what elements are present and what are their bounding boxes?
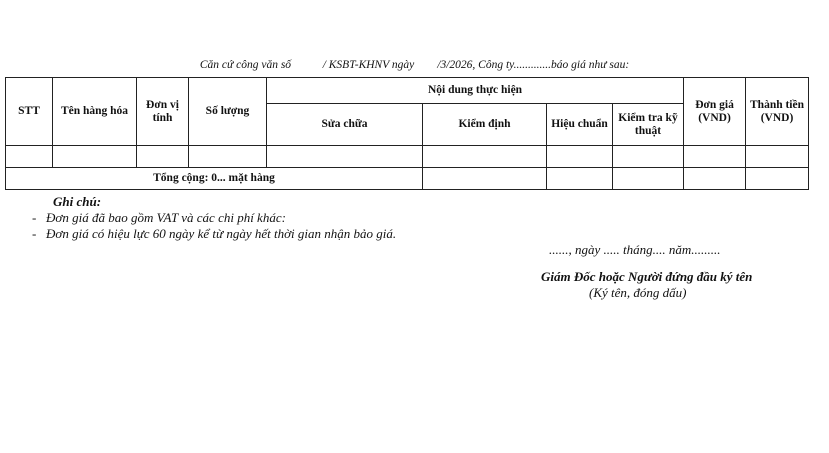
- header-amount: Thành tiền (VND): [746, 78, 809, 146]
- header-repair: Sửa chữa: [267, 104, 423, 146]
- header-unit-price: Đơn giá (VND): [684, 78, 746, 146]
- table-cell: [423, 146, 547, 168]
- table-cell: [137, 146, 189, 168]
- table-cell: [746, 168, 809, 190]
- table-cell: [684, 146, 746, 168]
- table-cell: [613, 146, 684, 168]
- notes-title: Ghi chú:: [53, 194, 102, 209]
- table-cell: [189, 146, 267, 168]
- table-cell: [613, 168, 684, 190]
- intro-part-3: /3/2026, Công ty: [437, 59, 514, 71]
- table-cell: [6, 146, 53, 168]
- date-line: ......, ngày ..... tháng.... năm.........: [549, 242, 721, 257]
- table-cell: [423, 168, 547, 190]
- header-inspection: Kiểm định: [423, 104, 547, 146]
- total-row: [6, 168, 809, 190]
- note-item: [32, 226, 396, 242]
- table-cell: [267, 146, 423, 168]
- quotation-table: [5, 77, 809, 190]
- header-unit: Đơn vị tính: [137, 78, 189, 146]
- note-text: Đơn giá đã bao gồm VAT và các chi phí khác:: [46, 210, 286, 225]
- header-item-name: Tên hàng hóa: [53, 78, 137, 146]
- signer-note: (Ký tên, đóng dấu): [589, 285, 687, 300]
- note-bullet: -: [32, 226, 37, 241]
- table-cell: [746, 146, 809, 168]
- note-bullet: -: [32, 210, 37, 225]
- table-cell: [684, 168, 746, 190]
- notes-list: [32, 210, 396, 242]
- table-row: [6, 146, 809, 168]
- table-cell: [53, 146, 137, 168]
- note-text: Đơn giá có hiệu lực 60 ngày kể từ ngày hết thời gian nhận bảo giá.: [46, 226, 397, 241]
- header-stt: STT: [6, 78, 53, 146]
- total-label: Tổng cộng: 0... mặt hàng: [6, 168, 423, 190]
- header-calibration: Hiệu chuẩn: [547, 104, 613, 146]
- intro-part-1: Căn cứ công văn số: [199, 59, 292, 71]
- intro-part-4: báo giá như sau:: [551, 59, 630, 71]
- header-quantity: Số lượng: [189, 78, 267, 146]
- header-technical-check: Kiểm tra kỹ thuật: [613, 104, 684, 146]
- signer-title: Giám Đốc hoặc Người đứng đầu ký tên: [541, 269, 753, 284]
- note-item: [32, 210, 396, 226]
- table-cell: [547, 146, 613, 168]
- intro-line: [0, 59, 829, 71]
- table-cell: [547, 168, 613, 190]
- intro-dots: .............: [513, 59, 552, 71]
- header-content-group: Nội dung thực hiện: [267, 78, 684, 104]
- intro-part-2: / KSBT-KHNV ngày: [322, 59, 415, 71]
